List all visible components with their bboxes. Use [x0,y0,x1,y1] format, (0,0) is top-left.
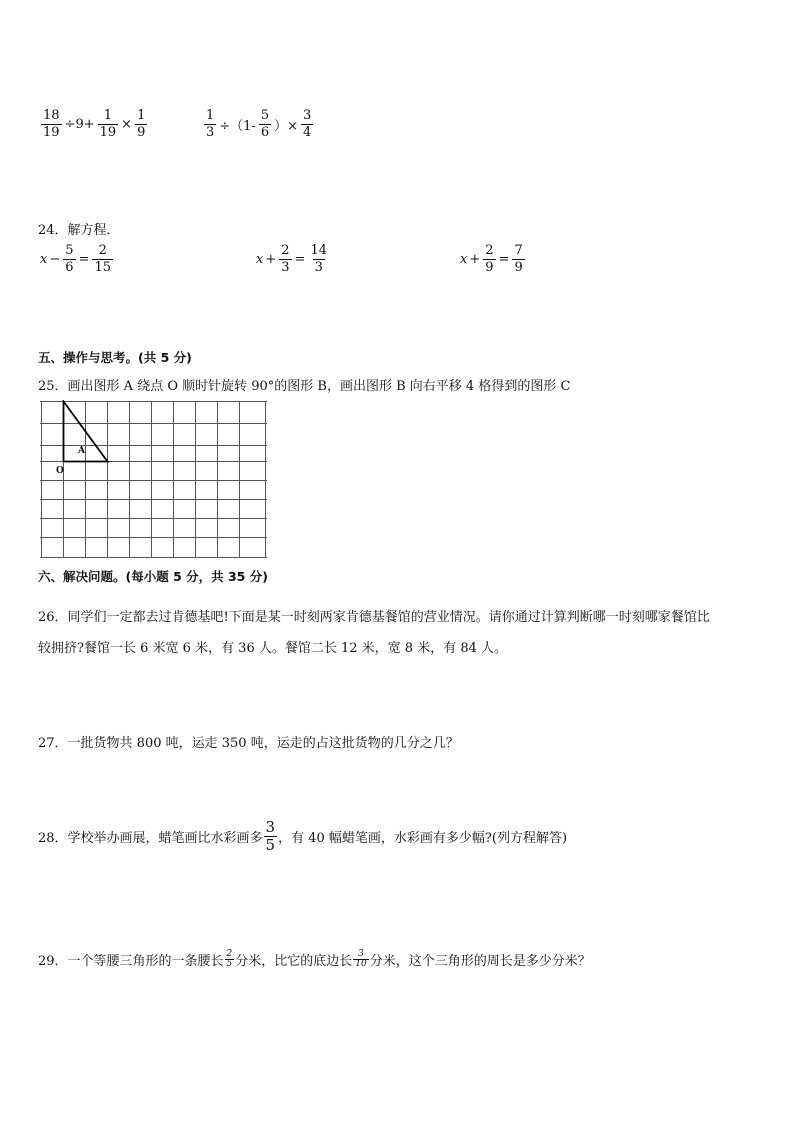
fraction: $\frac{14}{3}$ [310,243,327,275]
shape-label-a: A [78,446,85,456]
fraction: $\frac{7}{9}$ [514,243,523,275]
fraction: $\frac{2}{3}$ [281,243,290,275]
question-27-text: 27．一批货物共 800 吨，运走 350 吨，运走的占这批货物的几分之几？ [38,736,459,751]
fraction: $\frac{2}{5}$ [226,949,233,969]
question-26-line-1: 26．同学们一定都去过肯德基吧!下面是某一时刻两家肯德基餐馆的营业情况。请你通过计算判断哪一时刻哪家餐馆比 [38,610,710,625]
fraction: $\frac{2}{9}$ [485,243,494,275]
fraction: $\frac{3}{4}$ [303,108,312,140]
question-29: 29．一个等腰三角形的一条腰长 $\frac{2}{5}$ 分米，比它的底边长 $\frac{3}{10}$ 分米，这个三角形的周长是多少分米？ [38,949,591,969]
calc-expression-1: $\frac{18}{19}$ ÷9+ $\frac{1}{19}$ × $\frac{1}{9}$ [43,108,146,140]
fraction: $\frac{1}{19}$ [99,108,117,140]
equation-1: x − $\frac{5}{6}$ = $\frac{2}{15}$ [40,243,111,275]
question-25-text: 25．画出图形 A 绕点 O 顺时针旋转 90°的图形 B，画出图形 B 向右平移 4 格得到的图形 C [38,379,571,394]
fraction: $\frac{1}{3}$ [206,108,215,140]
fraction: $\frac{1}{9}$ [137,108,146,140]
grid-figure [40,400,270,564]
square-grid [40,400,270,560]
fraction: $\frac{5}{6}$ [65,243,74,275]
fraction: $\frac{3}{10}$ [355,949,367,969]
section-6-title: 六、解决问题。(每小题 5 分，共 35 分) [38,569,268,584]
question-26-line-2: 较拥挤?餐馆一长 6 米宽 6 米，有 36 人。餐馆二长 12 米，宽 8 米，有 84 人。 [38,641,507,656]
question-24-label: 24．解方程． [38,223,120,238]
question-28: 28．学校举办画展，蜡笔画比水彩画多 $\frac{3}{5}$ ，有 40 幅蜡笔画，水彩画有多少幅?(列方程解答) [38,818,568,854]
calc-expression-2: $\frac{1}{3}$ ÷（1- $\frac{5}{6}$ ）× $\frac{3}{4}$ [206,108,312,140]
fraction: $\frac{5}{6}$ [260,108,270,140]
section-5-title: 五、操作与思考。(共 5 分) [38,350,192,365]
fraction: $\frac{3}{5}$ [265,818,276,854]
fraction: $\frac{18}{19}$ [43,108,60,140]
point-label-o: O [56,466,64,476]
fraction: $\frac{2}{15}$ [94,243,111,275]
equation-2: x + $\frac{2}{3}$ = $\frac{14}{3}$ [256,243,327,275]
equation-3: x + $\frac{2}{9}$ = $\frac{7}{9}$ [460,243,523,275]
